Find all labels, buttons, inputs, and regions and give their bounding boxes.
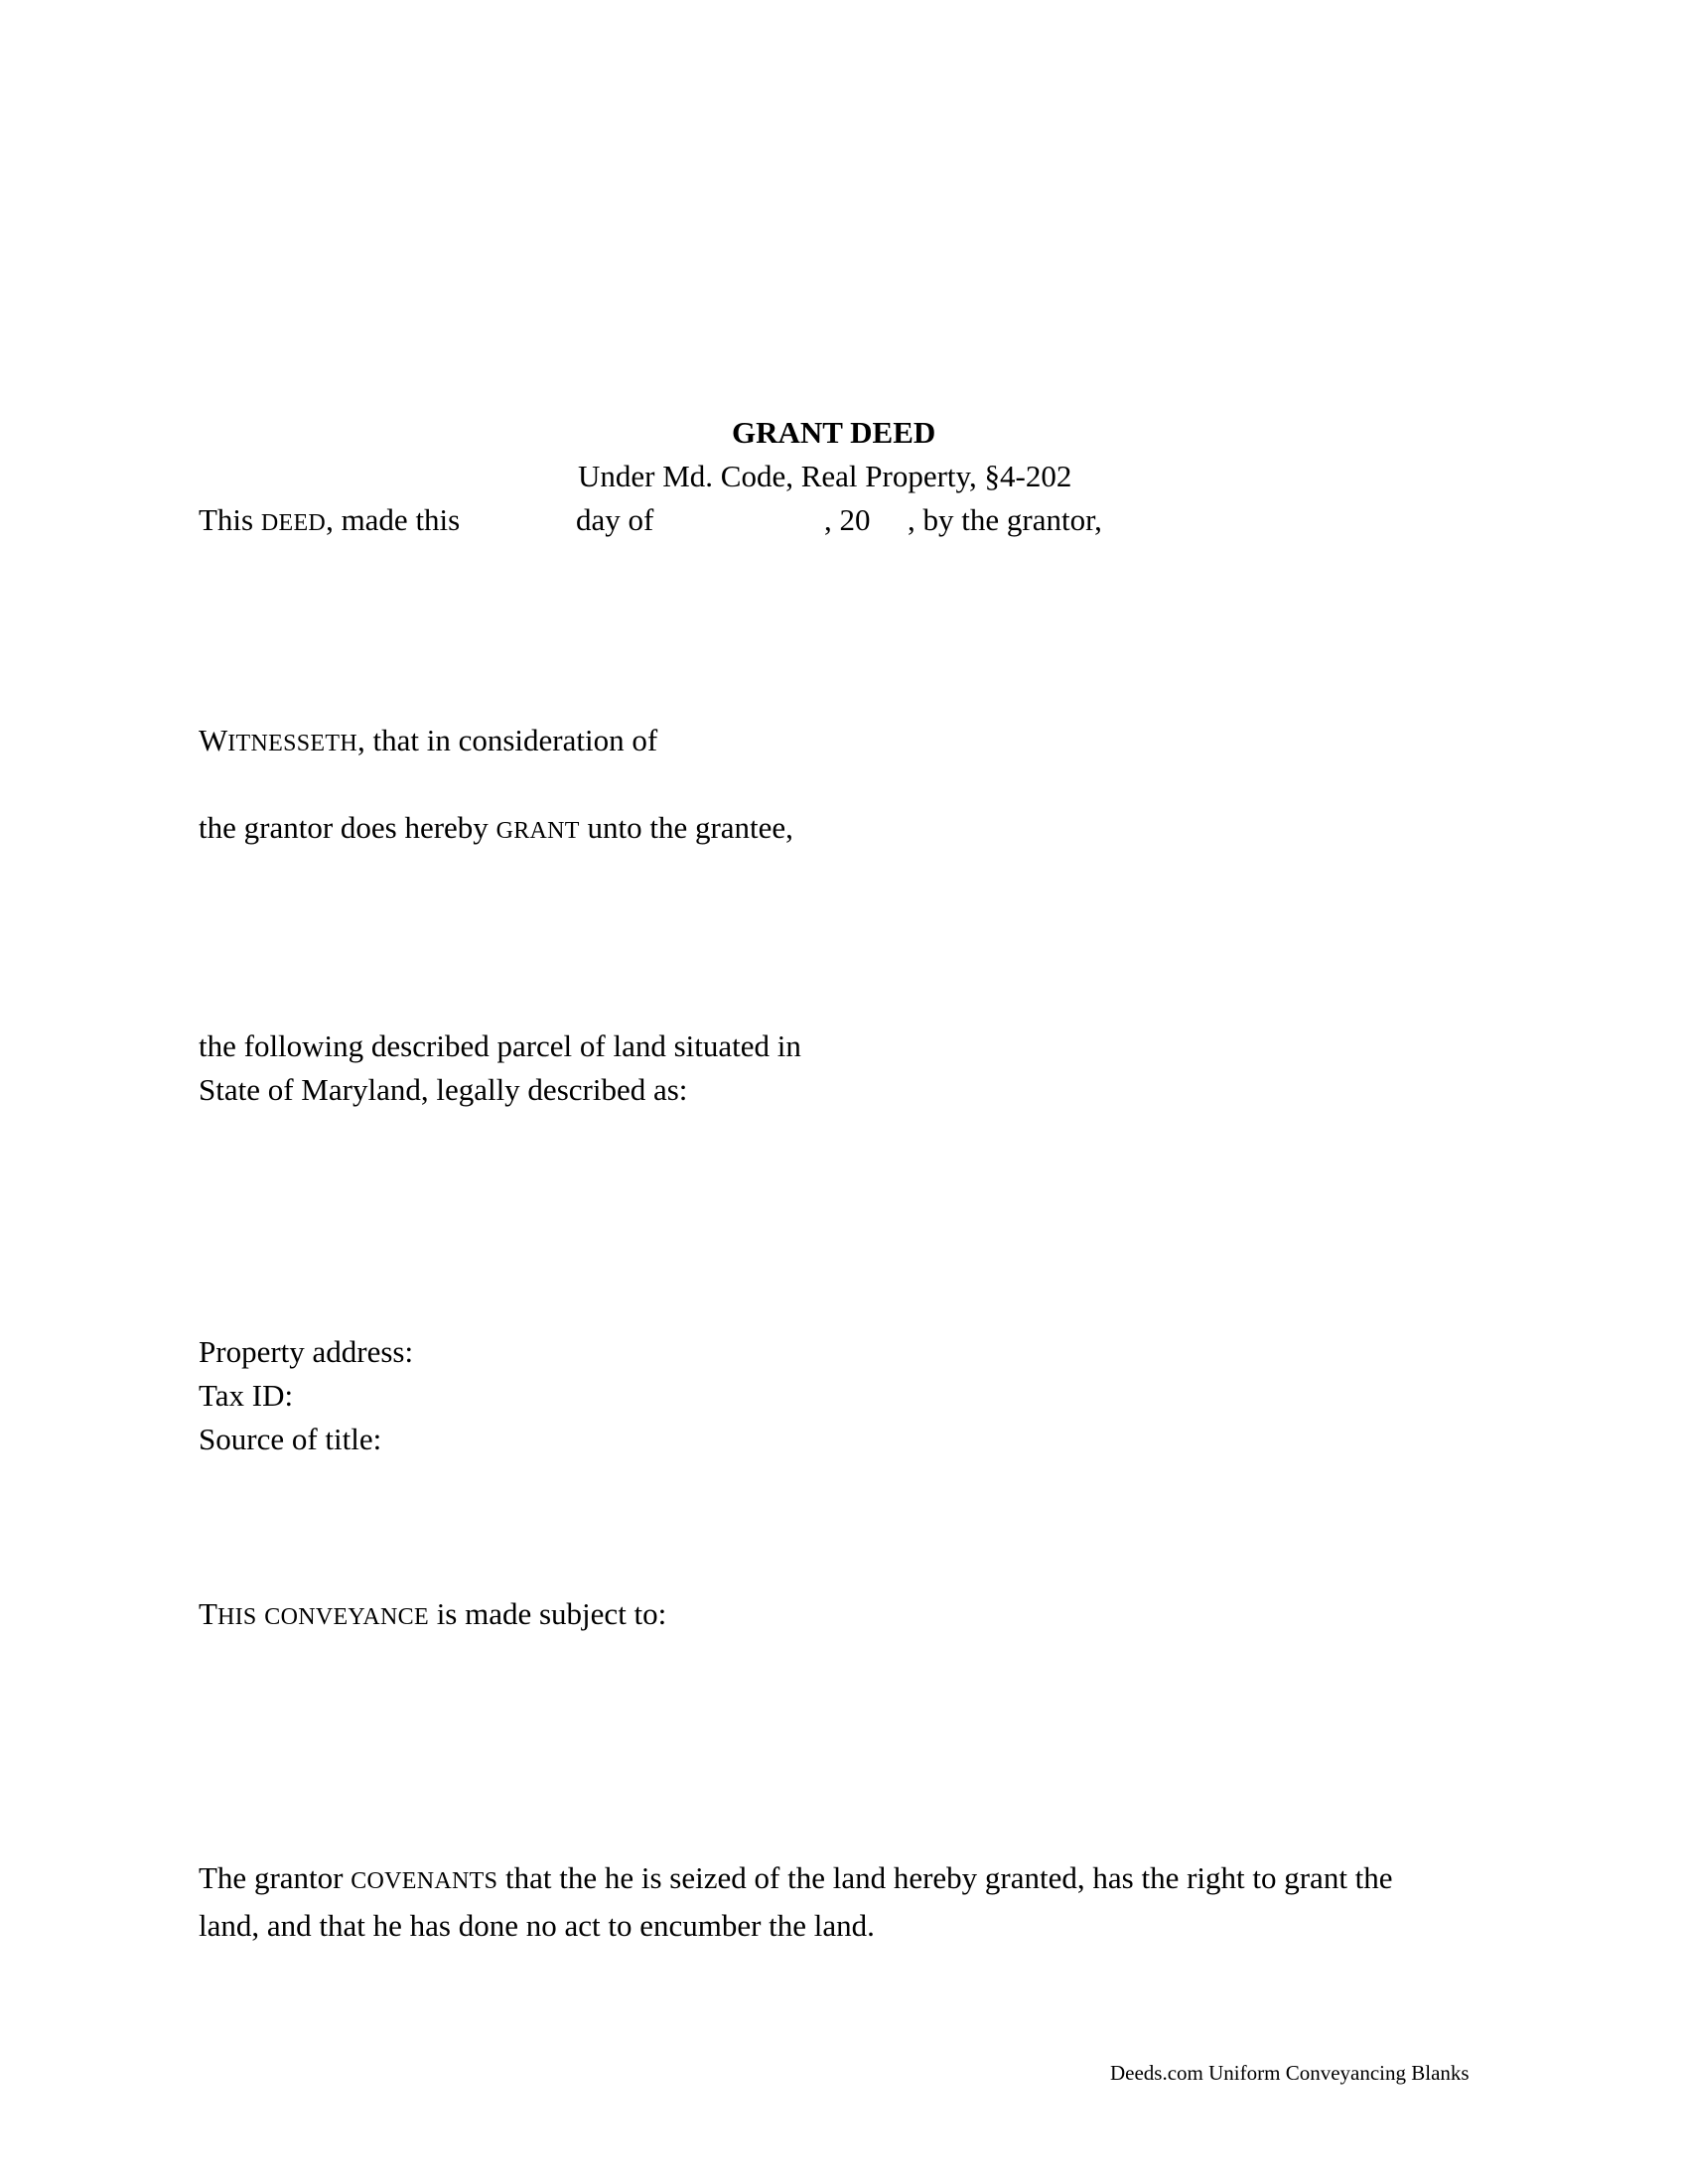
document-title: GRANT DEED bbox=[732, 415, 936, 450]
property-address-label: Property address: bbox=[199, 1334, 414, 1369]
witnesseth-line bbox=[199, 721, 657, 763]
page-footer: Deeds.com Uniform Conveyancing Blanks bbox=[1110, 2061, 1470, 2085]
intro-this: This bbox=[199, 502, 261, 537]
conveyance-text: is made subject to: bbox=[428, 1596, 667, 1631]
witnesseth-first-letter: W bbox=[199, 723, 228, 757]
intro-day-of: day of bbox=[576, 502, 654, 537]
intro-line-start bbox=[199, 500, 460, 543]
covenants-after: that the he is seized of the land hereby granted, has the right to grant the bbox=[497, 1860, 1393, 1895]
document-subtitle: Under Md. Code, Real Property, §4-202 bbox=[578, 459, 1072, 493]
witnesseth-text: , that in consideration of bbox=[356, 723, 658, 757]
parcel-line-1: the following described parcel of land situated in bbox=[199, 1028, 801, 1063]
witnesseth-rest: ITNESSETH bbox=[227, 731, 357, 756]
grant-after: unto the grantee, bbox=[579, 810, 793, 845]
conveyance-keyword: CONVEYANCE bbox=[264, 1604, 429, 1630]
intro-deed: DEED bbox=[260, 510, 327, 536]
intro-made-this: , made this bbox=[326, 502, 461, 537]
grant-keyword: GRANT bbox=[495, 818, 580, 844]
covenants-line-1 bbox=[199, 1858, 1393, 1901]
source-of-title-label: Source of title: bbox=[199, 1422, 382, 1456]
covenants-before: The grantor bbox=[199, 1860, 352, 1895]
conveyance-this: HIS bbox=[216, 1604, 257, 1630]
covenants-line-2: land, and that he has done no act to encumber the land. bbox=[199, 1908, 875, 1943]
grant-line bbox=[199, 808, 793, 851]
covenants-keyword: COVENANTS bbox=[351, 1868, 498, 1894]
parcel-line-2: State of Maryland, legally described as: bbox=[199, 1072, 688, 1107]
intro-by-grantor: , by the grantor, bbox=[908, 502, 1102, 537]
conveyance-first-letter: T bbox=[199, 1596, 217, 1631]
grant-before: the grantor does hereby bbox=[199, 810, 496, 845]
intro-year: , 20 bbox=[824, 502, 871, 537]
tax-id-label: Tax ID: bbox=[199, 1378, 294, 1413]
conveyance-line bbox=[199, 1594, 666, 1637]
